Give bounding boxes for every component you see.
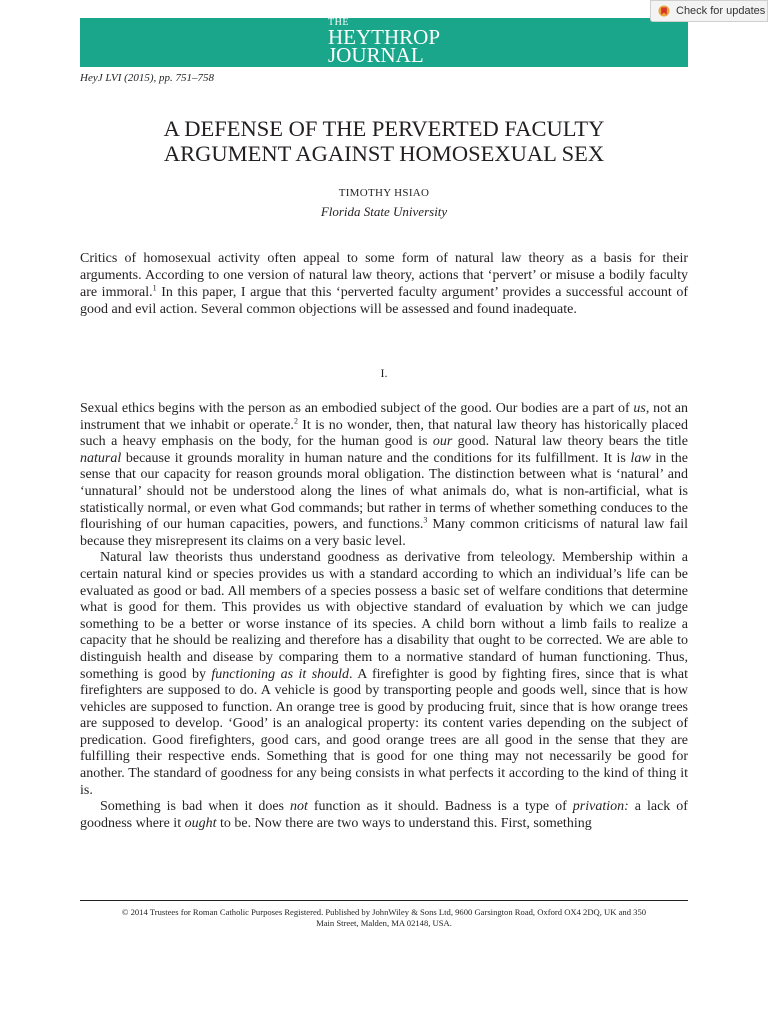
footnote-ref[interactable]: 1 xyxy=(152,283,157,293)
crossmark-icon xyxy=(658,5,670,17)
footer-line-2: Main Street, Malden, MA 02148, USA. xyxy=(316,918,452,928)
article-title xyxy=(80,116,688,166)
footer-line-1: © 2014 Trustees for Roman Catholic Purposes Registered. Published by JohnWiley & Sons Ltd, 9600 Garsington Road, Oxford OX4 2DQ, UK and 350 xyxy=(121,907,647,917)
paragraph-2: Natural law theorists thus understand goodness as derivative from teleology. Membership within a certain natural kind or species provides us with a standard according to which an individual’s life can be evaluated as good or bad. All members of a species possess a basic set of welfare conditions that determine what is good for them. This provides us with objective standard of evaluation by which we can judge something to be a better or worse instance of its species. A child born without a limb fails to realize a capacity that he should be realizing and therefore has a disability that ought to be corrected. We are able to distinguish health and disease by comparing them to a normative standard of human functioning. Thus, something is good by functioning as it should. A firefighter is good by fighting fires, since that is what firefighters are supposed to do. A vehicle is good by transporting people and goods well, since that is how vehicles are supposed to function. An orange tree is good by producing fruit, since that is how orange trees are supposed to develop. ‘Good’ is an analogical property: its content varies depending on the subject of predication. Good firefighters, good cars, and good orange trees are all good in the sense that they are fulfilling their respective ends. Something that is good for one thing may not necessarily be good for another. The standard of goodness for any being consists in what perfects it according to the kind of thing it is. xyxy=(80,550,688,798)
journal-name-prefix: THE xyxy=(328,17,349,28)
title-line-2: ARGUMENT AGAINST HOMOSEXUAL SEX xyxy=(163,141,605,166)
footer-divider xyxy=(80,900,688,901)
author-affiliation: Florida State University xyxy=(320,204,448,219)
body-text xyxy=(80,401,688,832)
journal-name-line1: HEYTHROP xyxy=(328,25,441,49)
title-line-1: A DEFENSE OF THE PERVERTED FACULTY xyxy=(163,116,605,141)
abstract: Critics of homosexual activity often appeal to some form of natural law theory as a basis for their arguments. According to one version of natural law theory, actions that ‘pervert’ or misuse a bodily faculty are immoral.$^1$ In this paper, I argue that this ‘perverted faculty argument’ provides a successful account of good and evil action. Several common objections will be assessed and found inadequate. xyxy=(80,251,688,317)
check-for-updates-label: Check for updates xyxy=(676,5,766,17)
author-name: TIMOTHY HSIAO xyxy=(338,187,430,199)
copyright-footer xyxy=(80,907,688,929)
section-heading: I. xyxy=(380,366,388,380)
paragraph-3: Something is bad when it does not function as it should. Badness is a type of privation: a lack of goodness where it ought to be. Now there are two ways to understand this. First, something xyxy=(80,799,688,831)
footnote-ref[interactable]: 2 xyxy=(293,415,298,425)
citation-line: HeyJ LVI (2015), pp. 751–758 xyxy=(80,72,215,84)
journal-name-line2: JOURNAL xyxy=(328,43,424,67)
paragraph-1: Sexual ethics begins with the person as an embodied subject of the good. Our bodies are a part of us, not an instrument that we inhabit or operate.$^2$ It is no wonder, then, that natural law theory has historically placed such a heavy emphasis on the body, for the human good is our good. Natural law theory bears the title natural because it grounds morality in human nature and the conditions for its fulfillment. It is law in the sense that our capacity for reason grounds moral obligation. The distinction between what is ‘natural’ and ‘unnatural’ should not be understood along the lines of what animals do, what is non-artificial, what is statistically normal, or even what God commands; but rather in terms of whether something conduces to the flourishing of our human capacities, powers, and functions.$^3$ Many common criticisms of natural law fail because they misrepresent its claims on a very basic level. xyxy=(80,401,688,549)
check-for-updates-button[interactable] xyxy=(650,0,768,22)
footnote-ref[interactable]: 3 xyxy=(423,515,428,525)
